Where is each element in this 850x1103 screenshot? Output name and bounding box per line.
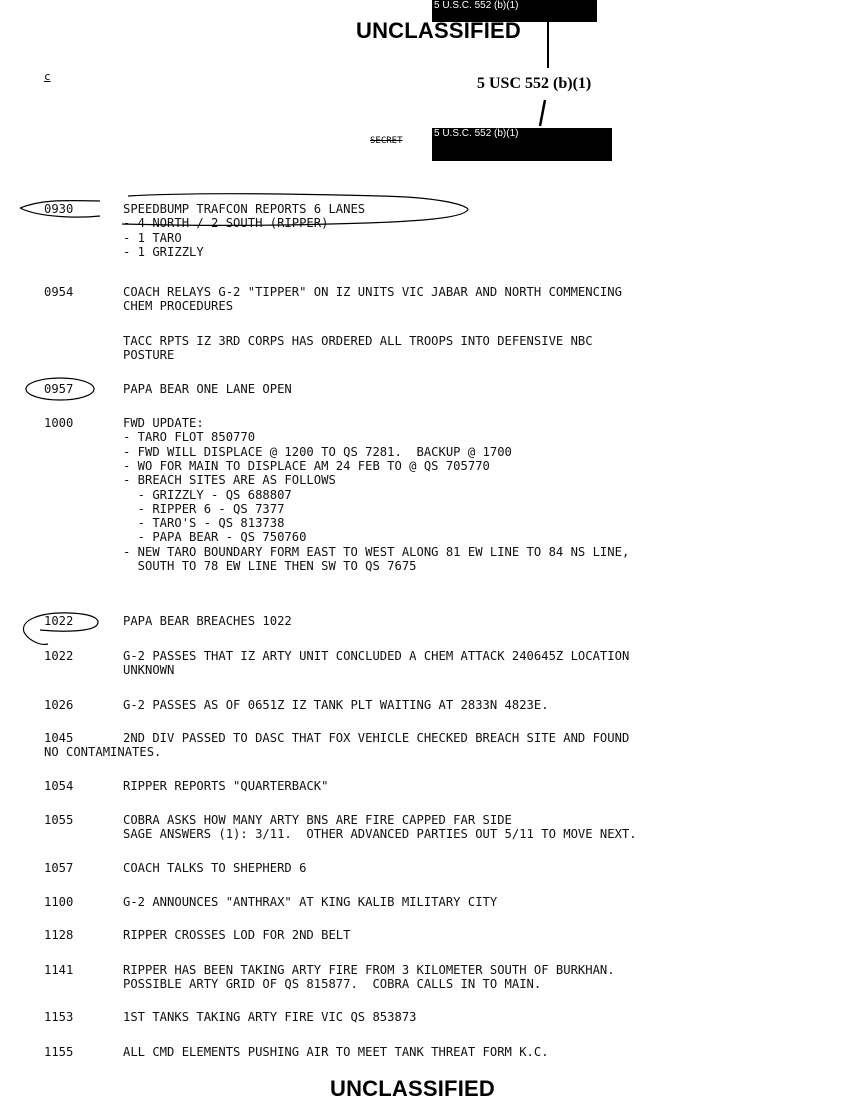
entry-line: - 4 NORTH / 2 SOUTH (RIPPER): [123, 216, 329, 231]
entry-line: ALL CMD ELEMENTS PUSHING AIR TO MEET TANK THREAT FORM K.C.: [123, 1045, 549, 1059]
entry-time: 1057: [44, 861, 74, 875]
entry-line: PAPA BEAR ONE LANE OPEN: [123, 382, 292, 396]
entry-line: - TARO FLOT 850770: [123, 430, 256, 445]
redaction-label-middle: 5 U.S.C. 552 (b)(1): [434, 128, 519, 139]
entry-time: 0930: [44, 202, 74, 216]
entry-line: G-2 ANNOUNCES "ANTHRAX" AT KING KALIB MILITARY CITY: [123, 895, 498, 909]
entry-time: 1153: [44, 1010, 74, 1024]
entry-line: TACC RPTS IZ 3RD CORPS HAS ORDERED ALL TROOPS INTO DEFENSIVE NBC: [123, 334, 593, 348]
entry-line: - TARO'S - QS 813738: [123, 516, 285, 531]
entry-line: COBRA ASKS HOW MANY ARTY BNS ARE FIRE CAPPED FAR SIDE: [123, 813, 512, 827]
entry-time: 1100: [44, 895, 74, 909]
entry-line: RIPPER CROSSES LOD FOR 2ND BELT: [123, 928, 351, 942]
entry-line: 1ST TANKS TAKING ARTY FIRE VIC QS 853873: [123, 1010, 417, 1024]
entry-time: 1155: [44, 1045, 74, 1059]
entry-time: 1128: [44, 928, 74, 942]
entry-line: G-2 PASSES THAT IZ ARTY UNIT CONCLUDED A CHEM ATTACK 240645Z LOCATION: [123, 649, 630, 663]
entry-line: COACH TALKS TO SHEPHERD 6: [123, 861, 307, 875]
entry-time: 1022: [44, 614, 74, 628]
entry-line: - BREACH SITES ARE AS FOLLOWS: [123, 473, 336, 488]
entry-line: PAPA BEAR BREACHES 1022: [123, 614, 292, 628]
entry-line: CHEM PROCEDURES: [123, 299, 234, 314]
entry-time: 1026: [44, 698, 74, 712]
entry-time: 1055: [44, 813, 74, 827]
entry-line: SAGE ANSWERS (1): 3/11. OTHER ADVANCED PARTIES OUT 5/11 TO MOVE NEXT.: [123, 827, 637, 842]
classification-header: UNCLASSIFIED: [356, 18, 521, 43]
entry-time: 0957: [44, 382, 74, 396]
entry-line: - FWD WILL DISPLACE @ 1200 TO QS 7281. BACKUP @ 1700: [123, 444, 512, 459]
entry-line: - 1 TARO: [123, 230, 182, 245]
entry-line: - GRIZZLY - QS 688807: [123, 487, 292, 502]
entry-line: - NEW TARO BOUNDARY FORM EAST TO WEST ALONG 81 EW LINE TO 84 NS LINE,: [123, 544, 630, 559]
entry-line: - RIPPER 6 - QS 7377: [123, 501, 285, 516]
entry-line: SOUTH TO 78 EW LINE THEN SW TO QS 7675: [123, 559, 417, 573]
entry-time: 1054: [44, 779, 74, 793]
annotation-slash: [540, 100, 545, 126]
entry-line: UNKNOWN: [123, 663, 175, 678]
entry-line: POSSIBLE ARTY GRID OF QS 815877. COBRA CALLS IN TO MAIN.: [123, 977, 542, 992]
entry-line: G-2 PASSES AS OF 0651Z IZ TANK PLT WAITING AT 2833N 4823E.: [123, 698, 549, 712]
entry-line: FWD UPDATE:: [123, 416, 204, 430]
entry-line: COACH RELAYS G-2 "TIPPER" ON IZ UNITS VIC JABAR AND NORTH COMMENCING: [123, 285, 622, 299]
entry-line: RIPPER HAS BEEN TAKING ARTY FIRE FROM 3 KILOMETER SOUTH OF BURKHAN.: [123, 963, 615, 977]
struck-classification: SECRET: [370, 136, 403, 146]
page-mark: c: [44, 70, 51, 83]
entry-line: - PAPA BEAR - QS 750760: [123, 530, 307, 545]
entry-line: RIPPER REPORTS "QUARTERBACK": [123, 779, 329, 793]
entry-time: 1000: [44, 416, 74, 430]
entry-continuation: NO CONTAMINATES.: [44, 745, 162, 760]
entry-line: SPEEDBUMP TRAFCON REPORTS 6 LANES: [123, 202, 366, 216]
classification-footer: UNCLASSIFIED: [330, 1076, 495, 1101]
entry-time: 0954: [44, 285, 74, 299]
entry-line: - WO FOR MAIN TO DISPLACE AM 24 FEB TO @ QS 705770: [123, 458, 490, 473]
exemption-note: 5 USC 552 (b)(1): [477, 75, 592, 92]
entry-line: - 1 GRIZZLY: [123, 244, 204, 259]
redaction-label-top: 5 U.S.C. 552 (b)(1): [434, 0, 519, 11]
redaction-box-middle: [432, 128, 612, 161]
entry-line: 2ND DIV PASSED TO DASC THAT FOX VEHICLE CHECKED BREACH SITE AND FOUND: [123, 731, 630, 745]
entry-time: 1141: [44, 963, 74, 977]
entry-time: 1022: [44, 649, 74, 663]
entry-time: 1045: [44, 731, 74, 745]
entry-line: POSTURE: [123, 348, 175, 363]
